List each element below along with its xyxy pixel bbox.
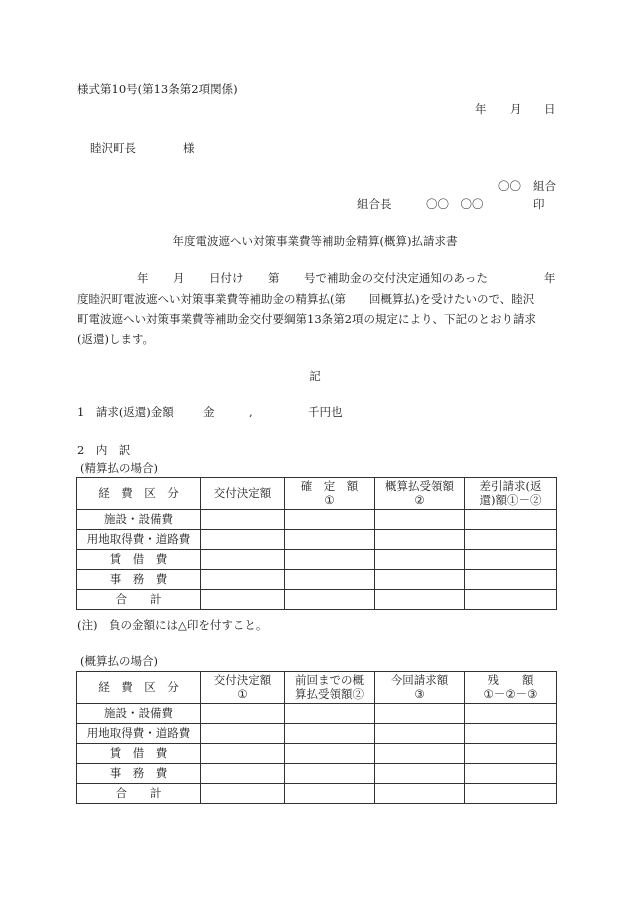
table-cell	[465, 744, 557, 764]
header-expense-category: 経 費 区 分	[77, 478, 201, 510]
table-cell	[465, 724, 557, 744]
body-month: 月	[173, 271, 185, 285]
table1-caption: (精算払の場合)	[80, 461, 158, 475]
table-cell	[285, 784, 375, 804]
table-cell	[465, 704, 557, 724]
advance-payment-table	[76, 671, 557, 804]
table-row	[77, 550, 557, 570]
row-label: 賃 借 費	[77, 550, 201, 570]
table-cell	[375, 724, 465, 744]
header-text: 今回請求額 ③	[390, 672, 449, 701]
table-cell	[285, 724, 375, 744]
table-cell	[375, 784, 465, 804]
row-label: 用地取得費・道路費	[77, 724, 201, 744]
row-label: 用地取得費・道路費	[77, 530, 201, 550]
body-number-prefix: 第	[268, 271, 280, 285]
representative-title: 組合長	[357, 197, 392, 211]
table-cell	[375, 550, 465, 570]
table-cell	[375, 510, 465, 530]
body-day-suffix: 日付け	[209, 271, 244, 285]
table-cell	[285, 590, 375, 610]
header-remaining	[465, 672, 557, 704]
body-notice-text: 号で補助金の交付決定通知のあった	[304, 271, 488, 285]
header-advance-received	[375, 478, 465, 510]
header-difference	[465, 478, 557, 510]
table-cell	[201, 510, 285, 530]
body-line-3: 町電波遮へい対策事業費等補助金交付要綱第13条第2項の規定により、下記のとおり請求	[77, 312, 536, 326]
table-cell	[465, 784, 557, 804]
seal-mark: 印	[533, 197, 545, 211]
header-text: 前回までの概 算払受領額②	[295, 672, 364, 701]
table-cell	[375, 764, 465, 784]
header-text: 概算払受領額 ②	[385, 478, 454, 507]
table-cell	[201, 590, 285, 610]
table-cell	[201, 764, 285, 784]
header-confirmed-amount	[285, 478, 375, 510]
negative-amount-note: (注) 負の金額には△印を付すこと。	[77, 618, 268, 632]
table-row	[77, 590, 557, 610]
table-header-row	[77, 672, 557, 704]
row-label: 合 計	[77, 590, 201, 610]
table-row	[77, 530, 557, 550]
table-cell	[285, 570, 375, 590]
union-name: 〇〇	[498, 179, 521, 193]
table-cell	[375, 744, 465, 764]
table-cell	[201, 570, 285, 590]
row-label: 合 計	[77, 784, 201, 804]
request-comma: ,	[249, 405, 253, 419]
request-kin: 金	[203, 405, 215, 419]
date-year-label: 年	[475, 102, 487, 116]
table-cell	[201, 724, 285, 744]
table-row	[77, 724, 557, 744]
body-line-4: (返還)します。	[77, 332, 155, 346]
addressee-title: 様	[183, 141, 195, 155]
table-cell	[465, 764, 557, 784]
table-cell	[285, 510, 375, 530]
body-year: 年	[137, 271, 149, 285]
table-cell	[465, 530, 557, 550]
header-current-request	[375, 672, 465, 704]
table-cell	[285, 704, 375, 724]
header-previous-advance	[285, 672, 375, 704]
header-text: 差引請求(返 還)額①－②	[479, 478, 542, 507]
row-label: 事 務 費	[77, 570, 201, 590]
table-cell	[201, 550, 285, 570]
form-id: 様式第10号(第13条第2項関係)	[77, 82, 238, 96]
table-row	[77, 510, 557, 530]
table-cell	[465, 510, 557, 530]
body-line-2: 度睦沢町電波遮へい対策事業費等補助金の精算払(第 回概算払)を受けたいので、睦沢	[77, 292, 535, 306]
table-cell	[465, 570, 557, 590]
breakdown-heading: 2 内 訳	[77, 443, 131, 457]
table-cell	[465, 550, 557, 570]
row-label: 事 務 費	[77, 764, 201, 784]
table-row	[77, 764, 557, 784]
table-cell	[201, 744, 285, 764]
table-cell	[285, 764, 375, 784]
row-label: 賃 借 費	[77, 744, 201, 764]
table-cell	[375, 570, 465, 590]
table-cell	[465, 590, 557, 610]
header-grant-decision: 交付決定額	[201, 478, 285, 510]
representative-name: 〇〇 〇〇	[426, 197, 484, 211]
date-month-label: 月	[510, 102, 522, 116]
table-cell	[375, 590, 465, 610]
table-row	[77, 744, 557, 764]
table-header-row	[77, 478, 557, 510]
table-cell	[375, 704, 465, 724]
settlement-table	[76, 477, 557, 610]
table-cell	[201, 530, 285, 550]
table-cell	[285, 550, 375, 570]
table-cell	[201, 784, 285, 804]
request-unit: 千円也	[308, 405, 343, 419]
addressee-name: 睦沢町長	[90, 141, 136, 155]
header-text: 残 額 ①－②－③	[483, 672, 538, 701]
table-row	[77, 704, 557, 724]
union-suffix: 組合	[533, 179, 556, 193]
header-text: 交付決定額 ①	[213, 672, 272, 701]
table-cell	[285, 530, 375, 550]
header-text: 確 定 額 ①	[300, 478, 359, 507]
table2-caption: (概算払の場合)	[80, 654, 158, 668]
date-day-label: 日	[544, 102, 556, 116]
row-label: 施設・設備費	[77, 510, 201, 530]
table-row	[77, 570, 557, 590]
row-label: 施設・設備費	[77, 704, 201, 724]
table-cell	[201, 704, 285, 724]
header-expense-category: 経 費 区 分	[77, 672, 201, 704]
table-row	[77, 784, 557, 804]
request-amount-label: 1 請求(返還)金額	[77, 405, 174, 419]
table-cell	[285, 744, 375, 764]
ki-heading: 記	[309, 369, 321, 383]
table-cell	[375, 530, 465, 550]
document-title: 年度電波遮へい対策事業費等補助金精算(概算)払請求書	[172, 234, 458, 248]
body-year-2: 年	[544, 271, 556, 285]
header-grant-decision	[201, 672, 285, 704]
